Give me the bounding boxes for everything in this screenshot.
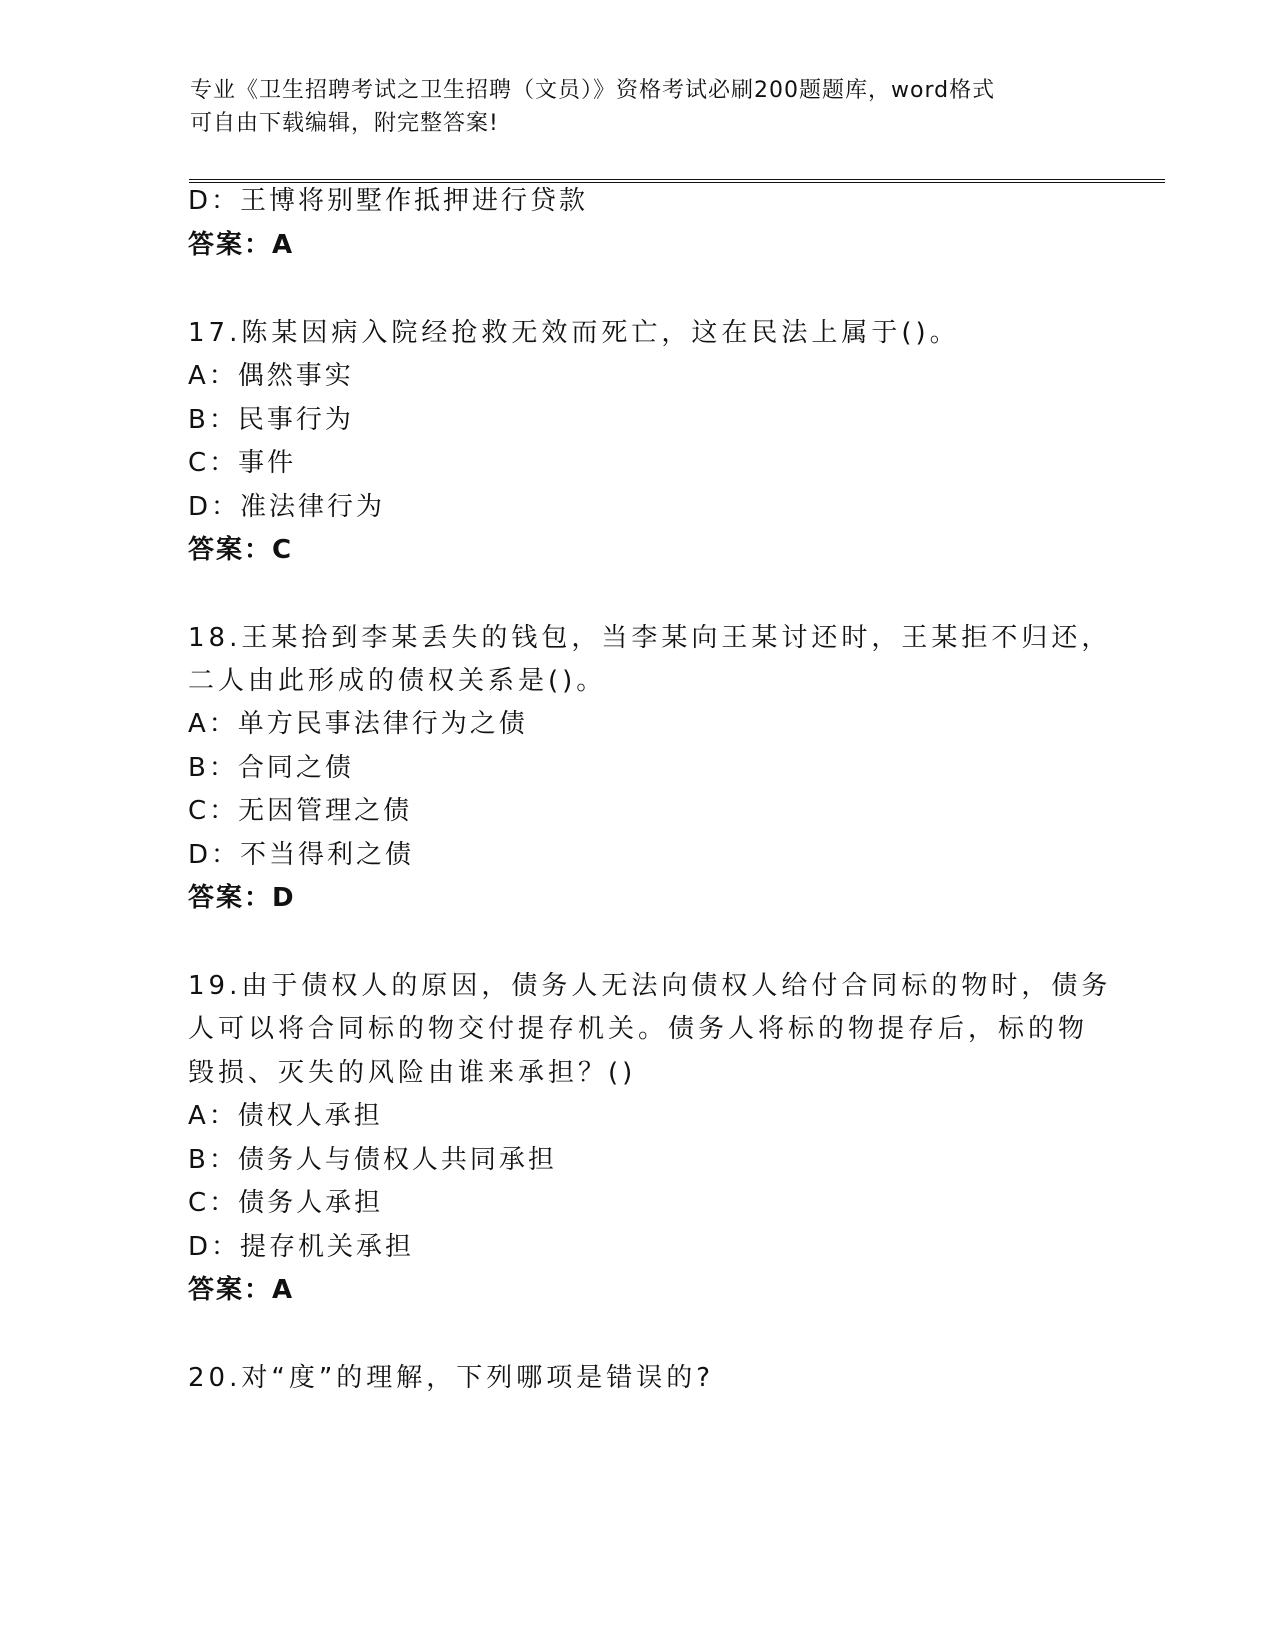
header-line-2: 可自由下载编辑，附完整答案! — [190, 111, 499, 136]
q18-option-b: B：合同之债 — [188, 753, 354, 783]
q17-option-d: D：准法律行为 — [188, 492, 386, 522]
q20-stem: 20.对“度”的理解，下列哪项是错误的? — [188, 1363, 715, 1393]
q17-answer: 答案：C — [188, 535, 294, 565]
q16-answer: 答案：A — [188, 230, 295, 260]
q18-option-c: C：无因管理之债 — [188, 796, 413, 826]
header-line-1: 专业《卫生招聘考试之卫生招聘（文员）》资格考试必刷200题题库，word格式 — [190, 78, 996, 103]
q18-stem-line-1: 18.王某拾到李某丢失的钱包，当李某向王某讨还时，王某拒不归还， — [188, 623, 1112, 653]
q19-stem-line-3: 毁损、灭失的风险由谁来承担？() — [188, 1058, 637, 1088]
q19-option-c: C：债务人承担 — [188, 1188, 384, 1218]
q18-option-a: A：单方民事法律行为之债 — [188, 709, 528, 739]
q19-stem-line-2: 人可以将合同标的物交付提存机关。债务人将标的物提存后，标的物 — [188, 1014, 1089, 1044]
q19-option-d: D：提存机关承担 — [188, 1232, 415, 1262]
q19-option-b: B：债务人与债权人共同承担 — [188, 1145, 557, 1175]
q17-option-c: C：事件 — [188, 448, 297, 478]
q17-stem: 17.陈某因病入院经抢救无效而死亡，这在民法上属于()。 — [188, 318, 960, 348]
document-header — [190, 74, 1090, 140]
q18-answer: 答案：D — [188, 883, 296, 913]
q18-stem-line-2: 二人由此形成的债权关系是()。 — [188, 666, 607, 696]
q19-answer: 答案：A — [188, 1275, 295, 1305]
q19-stem-line-1: 19.由于债权人的原因，债务人无法向债权人给付合同标的物时，债务 — [188, 971, 1112, 1001]
q17-option-a: A：偶然事实 — [188, 361, 354, 391]
q19-option-a: A：债权人承担 — [188, 1101, 383, 1131]
q18-option-d: D：不当得利之债 — [188, 840, 415, 870]
q17-option-b: B：民事行为 — [188, 405, 354, 435]
q16-option-d: D：王博将别墅作抵押进行贷款 — [188, 186, 589, 216]
